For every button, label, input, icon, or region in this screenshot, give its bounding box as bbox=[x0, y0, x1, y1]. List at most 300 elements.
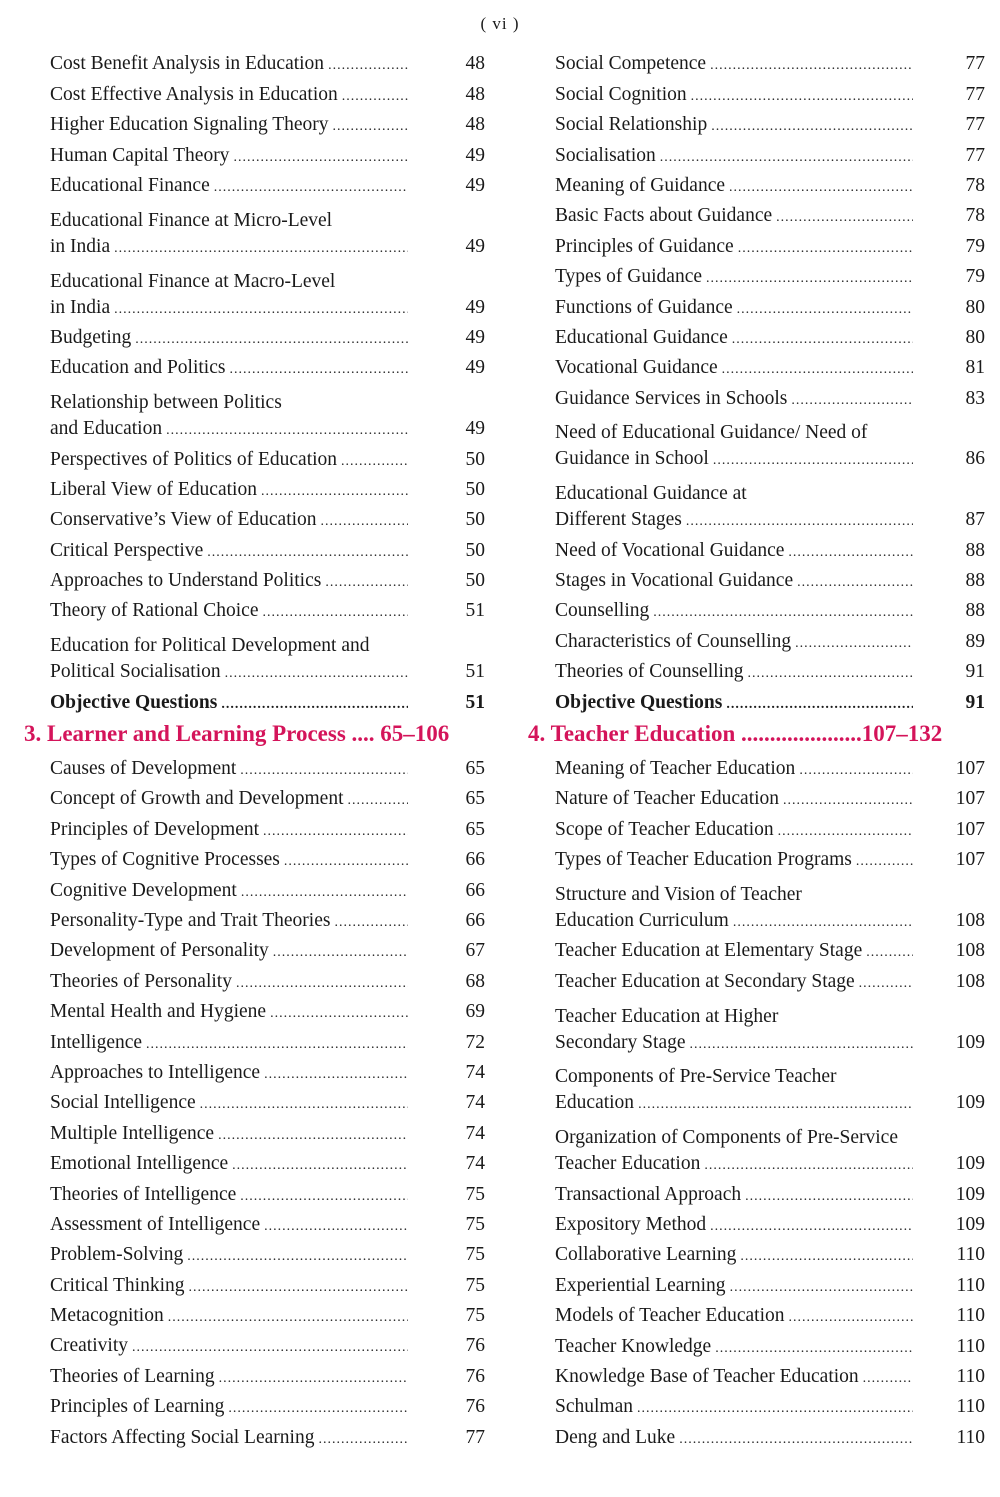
toc-entry-text bbox=[555, 1004, 917, 1056]
toc-page-number: 109 bbox=[955, 1092, 985, 1114]
toc-page-number: 88 bbox=[965, 600, 985, 622]
toc-entry-title: Principles of Learning bbox=[50, 1396, 225, 1418]
toc-entry-text bbox=[555, 420, 917, 472]
dot-leader bbox=[638, 1094, 913, 1116]
toc-entry-title: Assessment of Intelligence bbox=[50, 1213, 261, 1235]
toc-entry-title-line1: Education for Political Development and bbox=[50, 635, 370, 657]
dot-leader bbox=[229, 359, 408, 381]
dot-leader bbox=[114, 299, 408, 321]
toc-entry-title: Perspectives of Politics of Education bbox=[50, 448, 338, 470]
dot-leader bbox=[228, 1398, 408, 1420]
toc-entry bbox=[555, 1420, 988, 1450]
dot-leader bbox=[797, 572, 913, 594]
toc-entry bbox=[50, 351, 490, 381]
toc-page-number: 67 bbox=[465, 940, 485, 962]
toc-entry-title: Meaning of Guidance bbox=[555, 174, 726, 196]
dot-leader bbox=[284, 851, 408, 873]
toc-entry bbox=[50, 995, 490, 1025]
toc-entry-title: Cost Effective Analysis in Education bbox=[50, 83, 338, 105]
toc-entry bbox=[50, 1329, 490, 1359]
dot-leader bbox=[262, 602, 408, 624]
toc-entry-title: Concept of Growth and Development bbox=[50, 788, 344, 810]
toc-entry bbox=[555, 564, 988, 594]
toc-entry-title: Multiple Intelligence bbox=[50, 1122, 215, 1144]
toc-page-number: 49 bbox=[465, 418, 485, 440]
toc-entry-text bbox=[50, 1121, 412, 1147]
dot-leader bbox=[711, 116, 913, 138]
toc-entry-text bbox=[50, 568, 412, 594]
toc-entry-title: Factors Affecting Social Learning bbox=[50, 1426, 315, 1448]
toc-entry-title: and Education bbox=[50, 418, 163, 440]
dot-leader bbox=[783, 790, 913, 812]
toc-page-number: 48 bbox=[465, 114, 485, 136]
toc-entry-text bbox=[50, 538, 412, 564]
toc-entry bbox=[555, 1360, 988, 1390]
toc-entry-text bbox=[555, 1064, 917, 1116]
toc-entry bbox=[555, 1299, 988, 1329]
toc-entry-title: Causes of Development bbox=[50, 758, 237, 780]
toc-page-number: 51 bbox=[465, 661, 485, 683]
toc-entry-text bbox=[555, 969, 917, 995]
toc-page-number: 74 bbox=[465, 1153, 485, 1175]
toc-page-number: 66 bbox=[465, 849, 485, 871]
toc-entry-title: Principles of Development bbox=[50, 818, 260, 840]
toc-page-number: 77 bbox=[965, 53, 985, 75]
dot-leader bbox=[866, 942, 913, 964]
toc-page-number: 107 bbox=[955, 849, 985, 871]
toc-entry bbox=[50, 1359, 490, 1389]
toc-entry bbox=[50, 873, 490, 903]
toc-entry bbox=[50, 442, 490, 472]
toc-entry-title: Critical Thinking bbox=[50, 1274, 185, 1296]
toc-entry-title-line1: Teacher Education at Higher bbox=[555, 1005, 779, 1027]
toc-entry-text bbox=[555, 659, 917, 685]
toc-entry-title-line1: Organization of Components of Pre-Service bbox=[555, 1127, 898, 1149]
toc-entry-title: Theories of Personality bbox=[50, 970, 232, 992]
toc-entry bbox=[555, 229, 988, 259]
dot-leader bbox=[328, 55, 408, 77]
toc-entry-text bbox=[555, 1425, 917, 1451]
toc-entry-text bbox=[50, 1060, 412, 1086]
toc-entry-title: Principles of Guidance bbox=[555, 235, 734, 257]
dot-leader bbox=[225, 663, 408, 685]
dot-leader bbox=[730, 1277, 913, 1299]
toc-entry bbox=[50, 77, 490, 107]
toc-page-number: 68 bbox=[465, 970, 485, 992]
toc-entry-title: Political Socialisation bbox=[50, 661, 221, 683]
toc-entry bbox=[555, 655, 988, 685]
toc-entry-text bbox=[50, 598, 412, 624]
toc-entry-title: Characteristics of Counselling bbox=[555, 630, 792, 652]
toc-entry-text bbox=[555, 51, 917, 77]
toc-entry-text bbox=[555, 598, 917, 624]
toc-entry bbox=[555, 1390, 988, 1420]
toc-entry bbox=[50, 169, 490, 199]
toc-page-number: 69 bbox=[465, 1001, 485, 1023]
toc-entry-title: Teacher Education at Elementary Stage bbox=[555, 940, 863, 962]
toc-entry bbox=[555, 624, 988, 654]
toc-entry-title: Need of Vocational Guidance bbox=[555, 539, 785, 561]
dot-leader bbox=[261, 481, 408, 503]
toc-page-number: 74 bbox=[465, 1092, 485, 1114]
toc-entry-title: Stages in Vocational Guidance bbox=[555, 570, 794, 592]
dot-leader bbox=[740, 1246, 913, 1268]
toc-entry-title: Intelligence bbox=[50, 1031, 143, 1053]
toc-entry-title: Secondary Stage bbox=[555, 1031, 686, 1053]
toc-entry-title: Mental Health and Hygiene bbox=[50, 1001, 267, 1023]
toc-page-number: 110 bbox=[956, 1426, 985, 1448]
toc-entry-title: Types of Teacher Education Programs bbox=[555, 849, 852, 871]
toc-entry-text bbox=[50, 1425, 412, 1451]
dot-leader bbox=[713, 450, 913, 472]
toc-entry-title: Objective Questions bbox=[50, 691, 218, 713]
dot-leader bbox=[166, 420, 408, 442]
toc-entry bbox=[555, 1268, 988, 1298]
toc-page-number: 49 bbox=[465, 174, 485, 196]
toc-page-number: 77 bbox=[965, 83, 985, 105]
toc-page-number: 109 bbox=[955, 1153, 985, 1175]
dot-leader bbox=[218, 1125, 408, 1147]
toc-entry-title: Educational Finance bbox=[50, 174, 210, 196]
toc-entry-title: Creativity bbox=[50, 1335, 128, 1357]
toc-page-number: 107 bbox=[955, 758, 985, 780]
toc-entry-title: Theories of Intelligence bbox=[50, 1183, 237, 1205]
toc-entry bbox=[50, 934, 490, 964]
dot-leader bbox=[233, 147, 408, 169]
toc-entry bbox=[50, 782, 490, 812]
toc-entry-text bbox=[50, 355, 412, 381]
toc-entry bbox=[555, 260, 988, 290]
toc-entry bbox=[555, 1116, 988, 1177]
toc-page-number: 65 bbox=[465, 818, 485, 840]
toc-entry-title-line2 bbox=[555, 1090, 917, 1116]
dot-leader bbox=[264, 1216, 408, 1238]
dot-leader bbox=[240, 760, 408, 782]
toc-entry-text bbox=[50, 878, 412, 904]
toc-entry-text bbox=[555, 568, 917, 594]
dot-leader bbox=[637, 1398, 913, 1420]
toc-page-number: 78 bbox=[965, 205, 985, 227]
toc-entry bbox=[50, 1086, 490, 1116]
toc-entry-title: Critical Perspective bbox=[50, 539, 204, 561]
toc-page-number: 88 bbox=[965, 539, 985, 561]
toc-page-number: 88 bbox=[965, 570, 985, 592]
toc-entry-text bbox=[555, 325, 917, 351]
toc-page-number: 75 bbox=[465, 1213, 485, 1235]
toc-entry-title: Collaborative Learning bbox=[555, 1244, 737, 1266]
toc-entry-text bbox=[50, 143, 412, 169]
toc-entry bbox=[50, 752, 490, 782]
dot-leader bbox=[686, 511, 913, 533]
toc-entry bbox=[50, 1056, 490, 1086]
dot-leader bbox=[146, 1034, 408, 1056]
toc-entry-title: Knowledge Base of Teacher Education bbox=[555, 1365, 859, 1387]
toc-page-number: 77 bbox=[465, 1426, 485, 1448]
toc-entry-text bbox=[50, 1364, 412, 1390]
dot-leader bbox=[232, 1155, 408, 1177]
toc-entry bbox=[50, 843, 490, 873]
toc-page-number: 110 bbox=[956, 1274, 985, 1296]
toc-entry bbox=[50, 1420, 490, 1450]
dot-leader bbox=[706, 268, 913, 290]
toc-page-number: 49 bbox=[465, 357, 485, 379]
toc-entry-text bbox=[50, 690, 412, 716]
toc-page-number: 81 bbox=[965, 357, 985, 379]
dot-leader bbox=[168, 1307, 408, 1329]
dot-leader bbox=[135, 329, 408, 351]
toc-entry-text bbox=[555, 1394, 917, 1420]
toc-page-number: 49 bbox=[465, 326, 485, 348]
toc-entry bbox=[50, 1025, 490, 1055]
toc-page-number: 75 bbox=[465, 1305, 485, 1327]
toc-entry-title: Expository Method bbox=[555, 1213, 707, 1235]
toc-page-number: 109 bbox=[955, 1183, 985, 1205]
dot-leader bbox=[318, 1429, 408, 1451]
toc-entry bbox=[555, 412, 988, 473]
toc-entry-title: Types of Cognitive Processes bbox=[50, 849, 280, 871]
dot-leader bbox=[264, 1064, 408, 1086]
toc-entry-text bbox=[50, 1394, 412, 1420]
toc-entry-text bbox=[50, 390, 412, 442]
toc-page-number: 110 bbox=[956, 1305, 985, 1327]
toc-entry bbox=[50, 685, 490, 715]
toc-entry-text bbox=[50, 817, 412, 843]
toc-entry bbox=[555, 1056, 988, 1117]
toc-entry bbox=[50, 473, 490, 503]
toc-entry-text bbox=[50, 269, 412, 321]
toc-entry-title-line2 bbox=[555, 446, 917, 472]
toc-entry-title: Functions of Guidance bbox=[555, 296, 733, 318]
dot-leader bbox=[704, 1155, 913, 1177]
toc-entry bbox=[50, 1390, 490, 1420]
toc-page-number: 76 bbox=[465, 1335, 485, 1357]
toc-page-number: 48 bbox=[465, 83, 485, 105]
dot-leader bbox=[788, 542, 913, 564]
toc-entry-text bbox=[555, 82, 917, 108]
toc-entry-title: Personality-Type and Trait Theories bbox=[50, 910, 331, 931]
toc-entry-title-line2 bbox=[50, 295, 412, 321]
toc-entry bbox=[555, 108, 988, 138]
toc-entry bbox=[555, 594, 988, 624]
toc-entry-title: Human Capital Theory bbox=[50, 144, 230, 166]
toc-entry-title: Socialisation bbox=[555, 144, 656, 166]
toc-page-number: 49 bbox=[465, 144, 485, 166]
toc-page-number: 50 bbox=[465, 509, 485, 531]
toc-entry-text bbox=[50, 908, 412, 934]
toc-entry-title: Basic Facts about Guidance bbox=[555, 205, 773, 227]
toc-page-number: 75 bbox=[465, 1244, 485, 1266]
dot-leader bbox=[189, 1277, 408, 1299]
toc-entry-title: Conservative’s View of Education bbox=[50, 509, 317, 531]
toc-entry-text bbox=[555, 882, 917, 934]
dot-leader bbox=[348, 790, 408, 812]
dot-leader bbox=[710, 1216, 913, 1238]
toc-entry-text bbox=[555, 817, 917, 843]
toc-entry-text bbox=[555, 112, 917, 138]
toc-column-right bbox=[528, 47, 988, 1451]
dot-leader bbox=[653, 602, 913, 624]
toc-entry bbox=[50, 1238, 490, 1268]
toc-entry-text bbox=[50, 938, 412, 964]
toc-entry-title: Guidance in School bbox=[555, 448, 709, 470]
dot-leader bbox=[679, 1429, 913, 1451]
toc-entry-title: Schulman bbox=[555, 1396, 633, 1418]
toc-entry-text bbox=[555, 386, 917, 412]
toc-entry-text bbox=[555, 1303, 917, 1329]
toc-entry-text bbox=[555, 1125, 917, 1177]
toc-entry bbox=[555, 1208, 988, 1238]
toc-entry-title: Different Stages bbox=[555, 509, 682, 531]
toc-entry bbox=[555, 812, 988, 842]
dot-leader bbox=[710, 55, 913, 77]
toc-entry-text bbox=[555, 1212, 917, 1238]
toc-entry bbox=[555, 964, 988, 994]
toc-entry-title: Guidance Services in Schools bbox=[555, 387, 788, 409]
toc-entry-text bbox=[50, 1151, 412, 1177]
toc-page-number: 48 bbox=[465, 53, 485, 75]
toc-entry-text bbox=[50, 1273, 412, 1299]
dot-leader bbox=[114, 238, 408, 260]
dot-leader bbox=[187, 1246, 408, 1268]
toc-entry-text bbox=[50, 325, 412, 351]
toc-page-number: 49 bbox=[465, 296, 485, 318]
toc-entry-title: Metacognition bbox=[50, 1305, 164, 1327]
toc-entry bbox=[50, 138, 490, 168]
toc-entry-title: Teacher Knowledge bbox=[555, 1335, 712, 1357]
toc-page-number: 107 bbox=[955, 818, 985, 840]
toc-entry-title: Social Competence bbox=[555, 53, 707, 75]
dot-leader bbox=[738, 238, 913, 260]
toc-entry-text bbox=[50, 969, 412, 995]
toc-entry-title-line2 bbox=[555, 1030, 917, 1056]
toc-entry-text bbox=[555, 538, 917, 564]
toc-entry bbox=[50, 108, 490, 138]
toc-page-number: 65 bbox=[465, 758, 485, 780]
toc-entry-text bbox=[555, 173, 917, 199]
toc-entry-title-line2 bbox=[555, 1151, 917, 1177]
toc-entry-title: Scope of Teacher Education bbox=[555, 818, 774, 840]
toc-page-number: 74 bbox=[465, 1061, 485, 1083]
toc-entry-title: Education Curriculum bbox=[555, 909, 729, 931]
toc-page-number: 76 bbox=[465, 1365, 485, 1387]
toc-page-number: 72 bbox=[465, 1031, 485, 1053]
toc-entry-title-line1: Structure and Vision of Teacher bbox=[555, 883, 802, 905]
dot-leader bbox=[270, 1003, 408, 1025]
toc-page-number: 76 bbox=[465, 1396, 485, 1418]
toc-page-number: 51 bbox=[465, 691, 485, 713]
toc-page-number: 87 bbox=[965, 509, 985, 531]
toc-page-number: 109 bbox=[955, 1031, 985, 1053]
toc-entry-title: Nature of Teacher Education bbox=[555, 788, 780, 810]
toc-entry-title: Social Intelligence bbox=[50, 1092, 196, 1114]
dot-leader bbox=[863, 1368, 913, 1390]
toc-page-number: 78 bbox=[965, 174, 985, 196]
toc-entry-title: in India bbox=[50, 296, 111, 318]
toc-entry bbox=[555, 1177, 988, 1207]
toc-entry bbox=[50, 321, 490, 351]
toc-page-number: 86 bbox=[965, 448, 985, 470]
toc-entry-title: Cost Benefit Analysis in Education bbox=[50, 53, 325, 75]
toc-entry-text bbox=[555, 690, 917, 716]
toc-entry bbox=[555, 138, 988, 168]
toc-entry-text bbox=[50, 1303, 412, 1329]
toc-entry bbox=[555, 1329, 988, 1359]
toc-entry-text bbox=[555, 1242, 917, 1268]
toc-entry bbox=[555, 782, 988, 812]
dot-leader bbox=[859, 973, 913, 995]
toc-entry-title: Transactional Approach bbox=[555, 1183, 742, 1205]
toc-entry bbox=[50, 1177, 490, 1207]
toc-page-number: 51 bbox=[465, 600, 485, 622]
toc-entry-title-line1: Relationship between Politics bbox=[50, 392, 282, 414]
toc-entry-text bbox=[50, 786, 412, 812]
toc-entry-title: Vocational Guidance bbox=[555, 357, 718, 379]
toc-entry-text bbox=[50, 633, 412, 685]
toc-entry-text bbox=[555, 629, 917, 655]
chapter-heading: 4. Teacher Education .....................107–132 bbox=[528, 720, 943, 746]
toc-entry-text bbox=[555, 756, 917, 782]
toc-page-number: 91 bbox=[965, 691, 985, 713]
toc-entry-text bbox=[50, 112, 412, 138]
dot-leader bbox=[333, 116, 408, 138]
toc-entry-text bbox=[50, 507, 412, 533]
toc-entry bbox=[555, 169, 988, 199]
toc-page-number: 66 bbox=[465, 910, 485, 931]
toc-page-number: 77 bbox=[965, 144, 985, 166]
toc-entry bbox=[555, 533, 988, 563]
toc-entry-text bbox=[555, 203, 917, 229]
toc-entry-title: Approaches to Intelligence bbox=[50, 1061, 261, 1083]
toc-page-number: 50 bbox=[465, 570, 485, 592]
dot-leader bbox=[715, 1338, 913, 1360]
chapter-heading: 3. Learner and Learning Process .... 65–106 bbox=[24, 720, 450, 746]
toc-page-number: 77 bbox=[965, 114, 985, 136]
dot-leader bbox=[745, 1186, 913, 1208]
dot-leader bbox=[132, 1337, 408, 1359]
toc-entry-title-line2 bbox=[555, 908, 917, 934]
toc-page-number: 108 bbox=[955, 909, 985, 931]
toc-page-number: 65 bbox=[465, 788, 485, 810]
dot-leader bbox=[778, 821, 913, 843]
toc-entry-text bbox=[555, 847, 917, 873]
dot-leader bbox=[690, 1034, 913, 1056]
toc-entry-text bbox=[555, 234, 917, 260]
toc-entry-text bbox=[555, 1273, 917, 1299]
toc-entry bbox=[50, 199, 490, 260]
toc-entry bbox=[50, 503, 490, 533]
toc-entry-text bbox=[50, 1212, 412, 1238]
page-number: ( vi ) bbox=[480, 14, 520, 33]
toc-column-left bbox=[24, 47, 490, 1451]
dot-leader bbox=[334, 912, 408, 934]
toc-entry-title-line1: Educational Guidance at bbox=[555, 483, 747, 505]
toc-entry bbox=[555, 290, 988, 320]
toc-entry bbox=[50, 260, 490, 321]
toc-entry-title-line1: Educational Finance at Macro-Level bbox=[50, 270, 336, 292]
toc-entry-title-line1: Educational Finance at Micro-Level bbox=[50, 209, 333, 231]
toc-page-number: 108 bbox=[955, 940, 985, 962]
dot-leader bbox=[737, 299, 913, 321]
dot-leader bbox=[791, 390, 913, 412]
toc-page-number: 75 bbox=[465, 1183, 485, 1205]
dot-leader bbox=[795, 633, 913, 655]
dot-leader bbox=[241, 882, 408, 904]
toc-entry-title: Objective Questions bbox=[555, 691, 723, 713]
toc-entry-text bbox=[555, 1182, 917, 1208]
toc-entry-text bbox=[50, 847, 412, 873]
toc-entry-title: Social Relationship bbox=[555, 114, 708, 136]
toc-entry-text bbox=[555, 1334, 917, 1360]
